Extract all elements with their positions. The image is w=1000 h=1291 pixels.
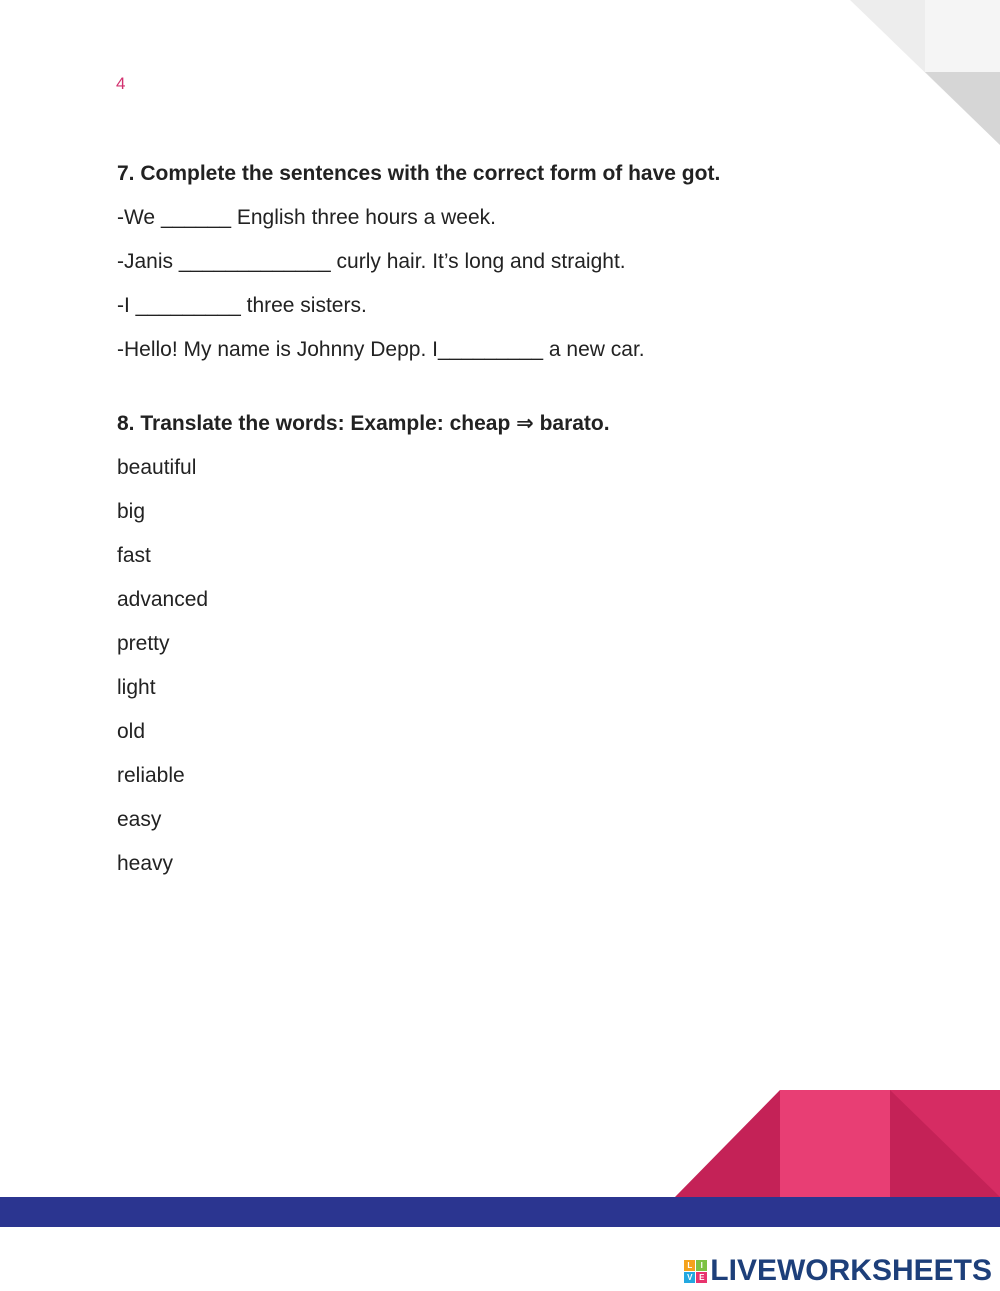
- page-corner-decoration: [0, 0, 1000, 160]
- sentence-3: -I _________ three sisters.: [117, 294, 367, 317]
- word-item: big: [117, 500, 146, 523]
- worksheet-content: [117, 160, 937, 894]
- word-item: light: [117, 676, 156, 699]
- word-item: easy: [117, 808, 162, 831]
- sentence-1: -We ______ English three hours a week.: [117, 206, 497, 229]
- sentence-4: -Hello! My name is Johnny Depp. I_________ a new car.: [117, 338, 645, 361]
- sentence-2: -Janis _____________ curly hair. It’s long and straight.: [117, 250, 626, 273]
- footer-decoration: [0, 1085, 1000, 1235]
- logo-tiles: L I V E: [684, 1260, 707, 1283]
- page-number: 4: [116, 74, 126, 93]
- word-item: reliable: [117, 764, 185, 787]
- word-item: fast: [117, 544, 151, 567]
- word-item: pretty: [117, 632, 170, 655]
- word-item: advanced: [117, 588, 209, 611]
- logo-text: LIVEWORKSHEETS: [710, 1254, 992, 1287]
- footer-bar: [0, 1197, 1000, 1227]
- word-item: old: [117, 720, 146, 743]
- liveworksheets-logo: [684, 1255, 992, 1287]
- word-item: beautiful: [117, 456, 197, 479]
- exercise-8-heading: 8. Translate the words: Example: cheap ⇒ barato.: [117, 412, 610, 435]
- exercise-7-heading: 7. Complete the sentences with the correct form of have got.: [117, 162, 721, 185]
- exercise-7: [117, 160, 937, 380]
- exercise-8: [117, 410, 937, 894]
- word-item: heavy: [117, 852, 174, 875]
